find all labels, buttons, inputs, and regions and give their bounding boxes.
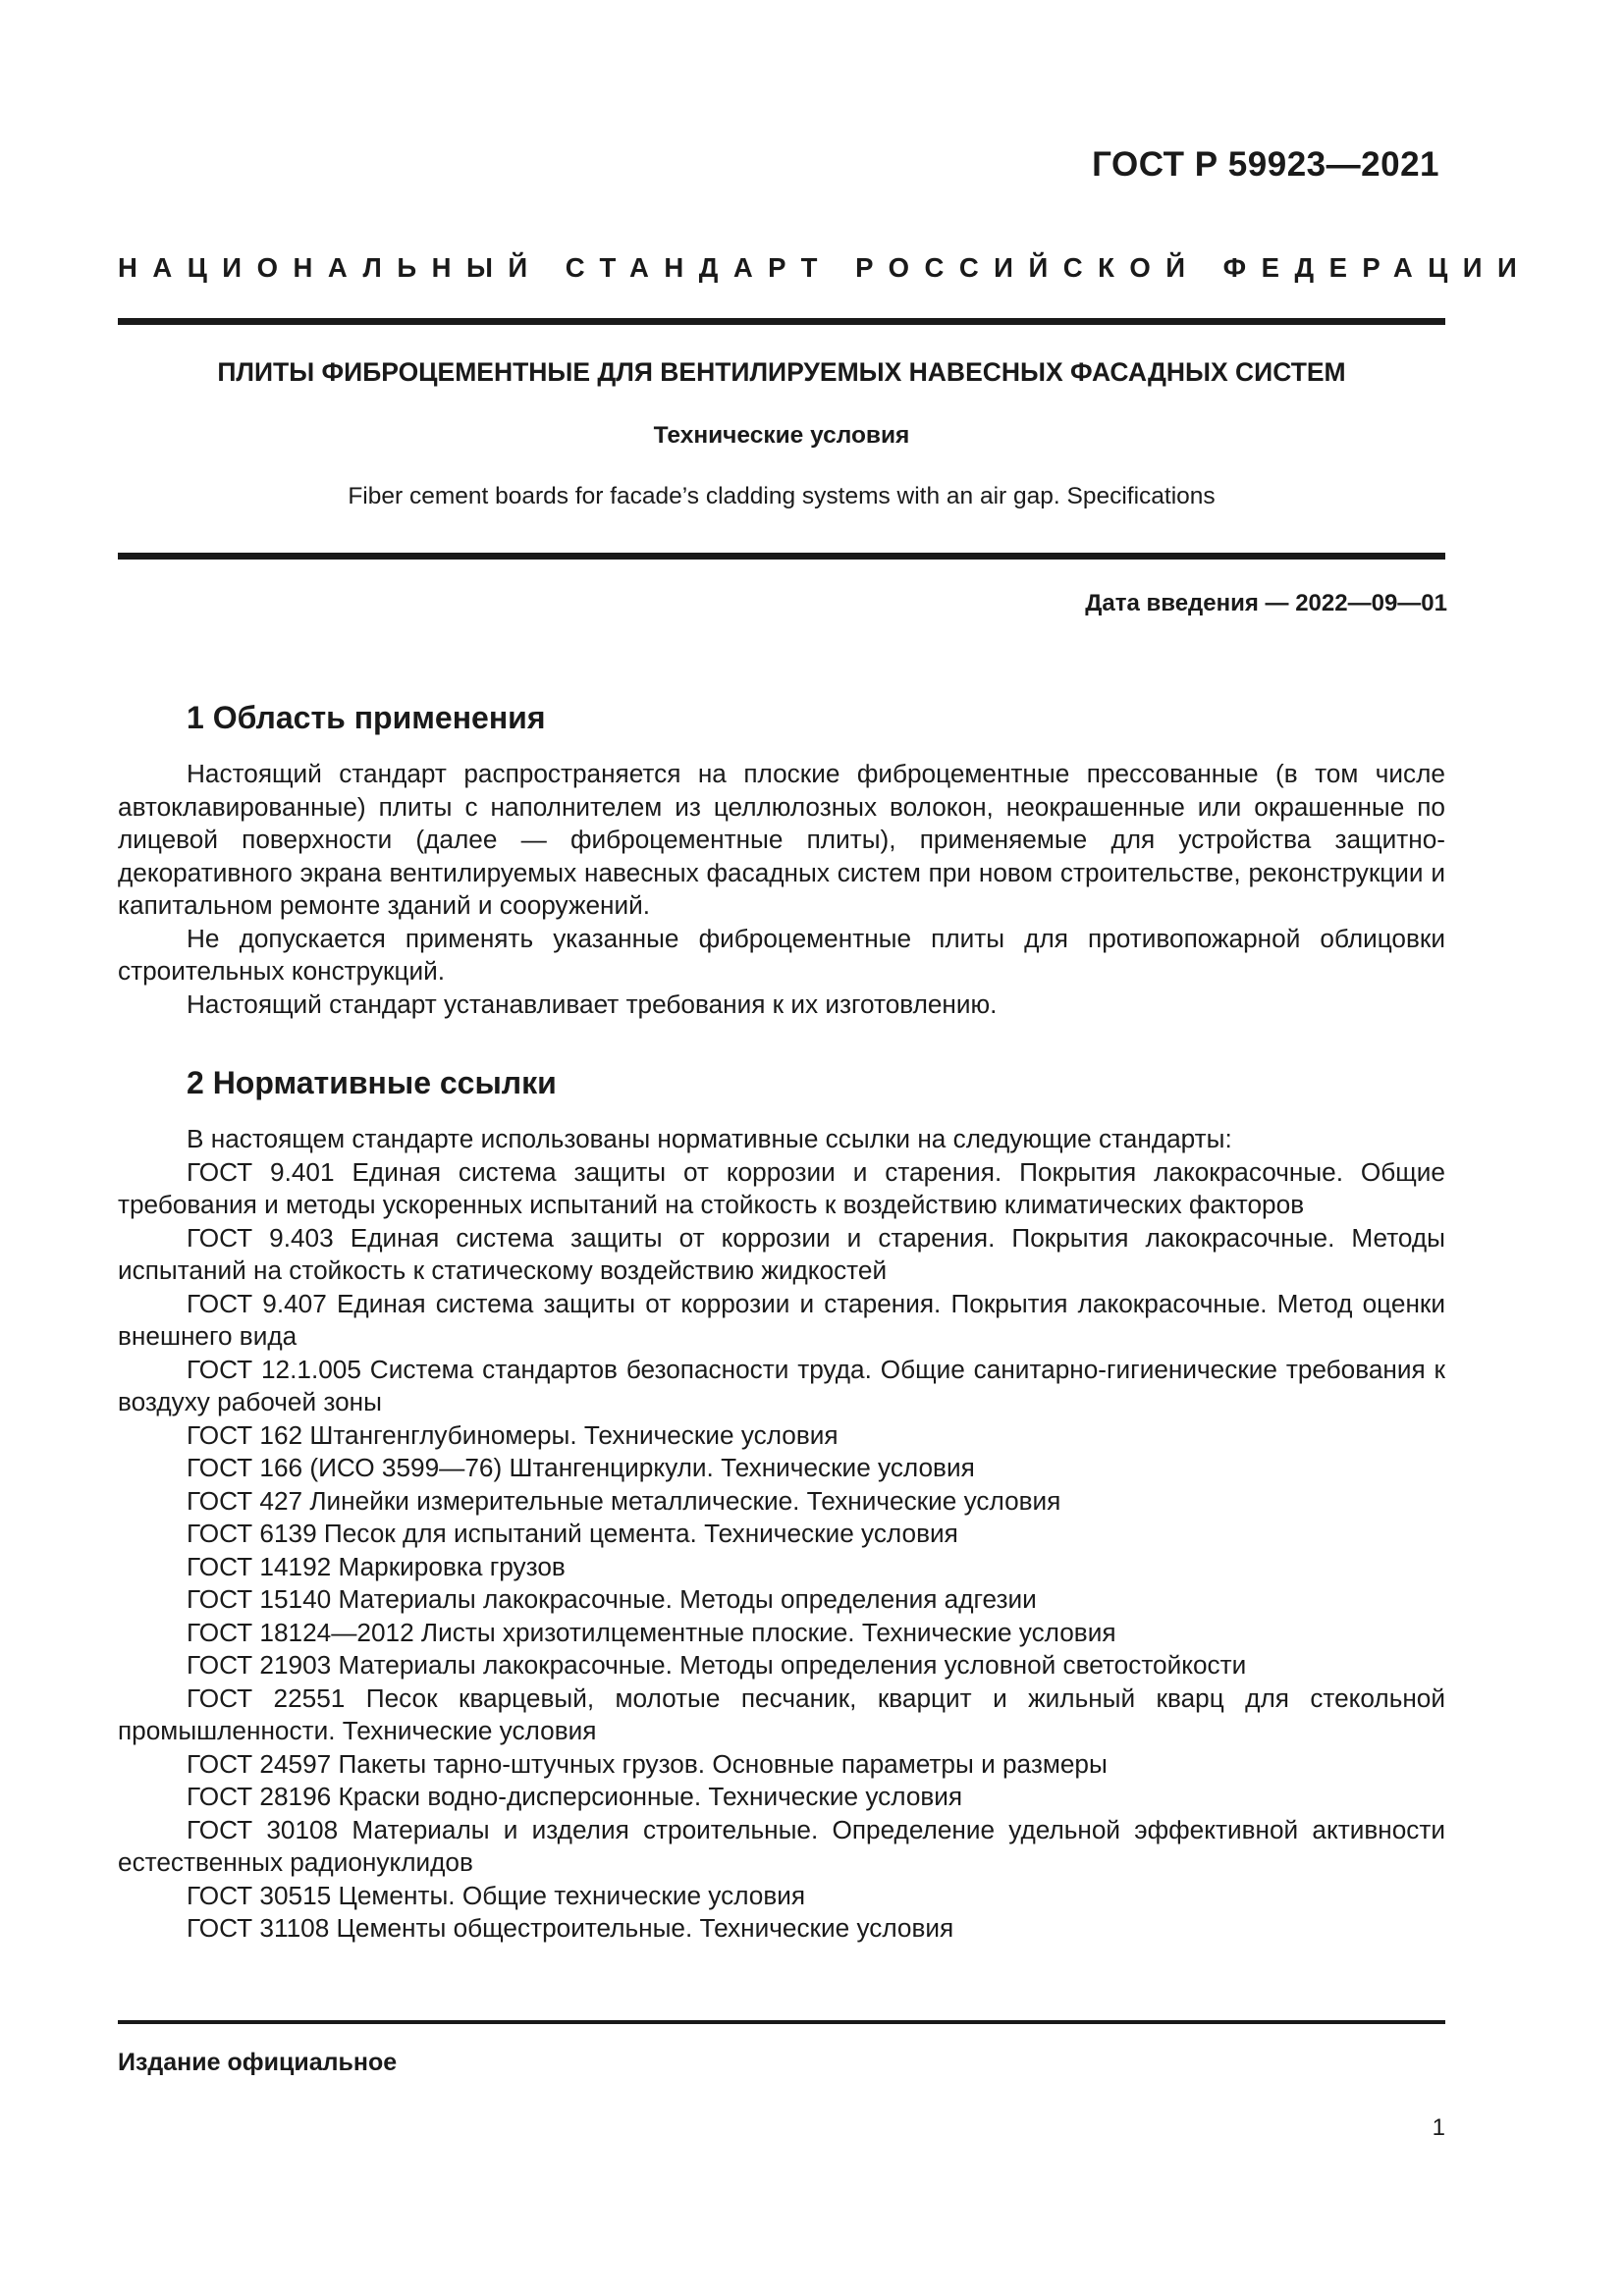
reference-item: ГОСТ 14192 Маркировка грузов xyxy=(187,1551,566,1581)
reference-item: ГОСТ 166 (ИСО 3599—76) Штангенциркули. Технические условия xyxy=(187,1453,975,1482)
paragraph: Настоящий стандарт устанавливает требования к их изготовлению. xyxy=(187,988,998,1019)
reference-item: ГОСТ 6139 Песок для испытаний цемента. Технические условия xyxy=(187,1519,958,1548)
reference-item: ГОСТ 28196 Краски водно-дисперсионные. Технические условия xyxy=(187,1782,963,1811)
section-1-title: 1 Область применения xyxy=(187,700,546,735)
reference-item: ГОСТ 9.403 Единая система защиты от коррозии и старения. Покрытия лакокрасочные. Методы испытаний на стойкость к статическому воздействию жидкостей xyxy=(118,1222,1445,1285)
section-2-body xyxy=(118,1123,1445,1946)
reference-item: ГОСТ 9.407 Единая система защиты от коррозии и старения. Покрытия лакокрасочные. Метод оценки внешнего вида xyxy=(118,1288,1445,1351)
reference-item: ГОСТ 21903 Материалы лакокрасочные. Методы определения условной светостойкости xyxy=(187,1650,1247,1680)
document-title: ПЛИТЫ ФИБРОЦЕМЕНТНЫЕ ДЛЯ ВЕНТИЛИРУЕМЫХ НАВЕСНЫХ ФАСАДНЫХ СИСТЕМ xyxy=(217,357,1346,387)
footer-divider xyxy=(118,2020,1445,2024)
paragraph: В настоящем стандарте использованы нормативные ссылки на следующие стандарты: xyxy=(187,1124,1232,1153)
section-1-body xyxy=(118,758,1445,1021)
english-title: Fiber cement boards for facade’s cladding systems with an air gap. Specifications xyxy=(348,483,1216,509)
reference-item: ГОСТ 31108 Цементы общестроительные. Технические условия xyxy=(187,1913,954,1943)
reference-item: ГОСТ 15140 Материалы лакокрасочные. Методы определения адгезии xyxy=(187,1584,1037,1614)
reference-item: ГОСТ 30108 Материалы и изделия строительные. Определение удельной эффективной активности естественных радионуклидов xyxy=(118,1814,1445,1877)
reference-item: ГОСТ 30515 Цементы. Общие технические условия xyxy=(187,1880,806,1910)
national-standard-heading: НАЦИОНАЛЬНЫЙ СТАНДАРТ РОССИЙСКОЙ ФЕДЕРАЦИИ xyxy=(118,252,1533,283)
section-2-title: 2 Нормативные ссылки xyxy=(187,1065,557,1100)
document-subtitle: Технические условия xyxy=(653,422,910,449)
title-divider xyxy=(118,553,1445,560)
reference-item: ГОСТ 427 Линейки измерительные металлические. Технические условия xyxy=(187,1485,1061,1516)
reference-item: ГОСТ 9.401 Единая система защиты от коррозии и старения. Покрытия лакокрасочные. Общие требования и методы ускоренных испытаний на стойкость к воздействию климатических факторов xyxy=(118,1156,1445,1219)
document-code: ГОСТ Р 59923—2021 xyxy=(1092,145,1439,184)
paragraph: Не допускается применять указанные фиброцементные плиты для противопожарной облицовки строительных конструкций. xyxy=(118,923,1445,986)
introduction-date: Дата введения — 2022—09—01 xyxy=(1085,590,1447,616)
paragraph: Настоящий стандарт распространяется на плоские фиброцементные прессованные (в том числе автоклавированные) плиты с наполнителем из целлюлозных волокон, неокрашенные или окрашенные по лицевой поверхности (далее — фиброцементные плиты), применяемые для устройства защитно-декоративного экрана вентилируемых навесных фасадных систем при новом строительстве, реконструкции и капитальном ремонте зданий и сооружений. xyxy=(118,759,1445,920)
official-edition-label: Издание официальное xyxy=(118,2049,398,2076)
top-divider xyxy=(118,318,1445,325)
reference-item: ГОСТ 162 Штангенглубиномеры. Технические условия xyxy=(187,1419,839,1450)
reference-item: ГОСТ 24597 Пакеты тарно-штучных грузов. Основные параметры и размеры xyxy=(187,1748,1108,1779)
reference-item: ГОСТ 18124—2012 Листы хризотилцементные плоские. Технические условия xyxy=(187,1617,1116,1647)
reference-item: ГОСТ 12.1.005 Система стандартов безопасности труда. Общие санитарно-гигиенические требования к воздуху рабочей зоны xyxy=(118,1354,1445,1416)
page-number: 1 xyxy=(1432,2114,1445,2141)
reference-item: ГОСТ 22551 Песок кварцевый, молотые песчаник, кварцит и жильный кварц для стекольной промышленности. Технические условия xyxy=(118,1682,1445,1745)
